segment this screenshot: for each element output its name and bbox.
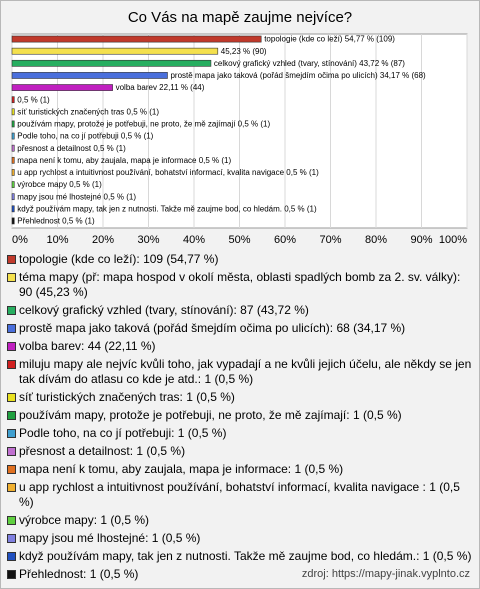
legend-label: Přehlednost: 1 (0,5 %) (19, 567, 139, 581)
x-tick-label: 10% (46, 234, 69, 246)
legend-swatch (7, 393, 16, 402)
legend-label: celkový grafický vzhled (tvary, stínování): 87 (43,72 %) (19, 303, 309, 317)
chart-title: Co Vás na mapě zaujme nejvíce? (127, 9, 353, 26)
bar (12, 97, 14, 103)
legend-label: mapa není k tomu, aby zaujala, mapa je informace: 1 (0,5 %) (19, 462, 344, 476)
bar-label: prostě mapa jako taková (pořád šmejdím očima po ulicích) 34,17 % (68) (170, 71, 426, 80)
bar-label: výrobce mapy 0,5 % (1) (17, 180, 102, 190)
legend-item (5, 426, 475, 441)
legend-item (5, 390, 475, 405)
bar (12, 48, 218, 54)
legend-item (5, 270, 475, 300)
bar-label: u app rychlost a intuitivnost používání, bohatství informací, kvalita navigace 0,5 % (1) (17, 168, 319, 177)
source-note: zdroj: https://mapy-jinak.vyplnto.cz (301, 568, 470, 580)
legend-swatch (7, 534, 16, 543)
bar (12, 218, 14, 224)
legend-item (5, 339, 475, 354)
legend-label: volba barev: 44 (22,11 %) (19, 339, 156, 353)
bar-label: celkový grafický vzhled (tvary, stínování) 43,72 % (87) (213, 58, 405, 68)
legend-label: topologie (kde co leží): 109 (54,77 %) (19, 252, 219, 266)
legend-label: mapy jsou mé lhostejné: 1 (0,5 %) (19, 531, 201, 545)
bar-label: mapa není k tomu, aby zaujala, mapa je informace 0,5 % (1) (17, 155, 232, 165)
bar-label: volba barev 22,11 % (44) (115, 83, 205, 93)
legend-swatch (7, 324, 16, 333)
legend-label: síť turistických značených tras: 1 (0,5 %) (19, 390, 235, 404)
legend-label: používám mapy, protože je potřebuji, ne proto, že mě zajímají: 1 (0,5 %) (19, 408, 402, 422)
legend-swatch (7, 306, 16, 315)
bar (12, 72, 167, 78)
legend-item (5, 357, 475, 387)
legend-swatch (7, 483, 16, 492)
legend-swatch (7, 447, 16, 456)
legend-item (5, 321, 475, 336)
legend-swatch (7, 465, 16, 474)
bar-label: síť turistických značených tras 0,5 % (1) (17, 107, 159, 117)
legend-swatch (7, 570, 16, 579)
x-tick-label: 20% (91, 234, 115, 246)
x-tick-label: 80% (364, 234, 388, 246)
bar (12, 109, 14, 115)
legend-label: přesnost a detailnost: 1 (0,5 %) (19, 444, 186, 458)
x-tick-label: 90% (410, 234, 433, 246)
bar (12, 145, 14, 151)
bar (12, 60, 211, 66)
legend-label: Podle toho, na co jí potřebuji: 1 (0,5 %) (19, 426, 227, 440)
legend-label: miluju mapy ale nejvíc kvůli toho, jak vypadají a ne kvůli jejich účelu, ale někdy se jen tak dívám do atlasu co kde je atd.: 1 (0,5 %) (19, 357, 472, 386)
bar-label: Přehlednost 0,5 % (1) (17, 216, 95, 226)
legend-item (5, 462, 475, 477)
legend-swatch (7, 552, 16, 561)
x-tick-label: 70% (319, 234, 342, 246)
bar-label: 0,5 % (1) (17, 95, 50, 105)
bar (12, 157, 14, 163)
legend-item (5, 444, 475, 459)
legend-item (5, 303, 475, 318)
chart-legend (5, 252, 475, 585)
x-tick-label: 100% (438, 234, 468, 246)
bar (12, 194, 14, 200)
bar-label: topologie (kde co leží) 54,77 % (109) (264, 34, 395, 44)
legend-label: když používám mapy, tak jen z nutnosti. Takže mě zaujme bod, co hledám.: 1 (0,5 %) (19, 549, 472, 563)
bar (12, 169, 14, 175)
legend-swatch (7, 516, 16, 525)
bar-label: 45,23 % (90) (220, 46, 267, 56)
legend-swatch (7, 255, 16, 264)
legend-swatch (7, 429, 16, 438)
bar-label: používám mapy, protože je potřebuji, ne proto, že mě zajímají 0,5 % (1) (17, 119, 271, 129)
legend-item (5, 513, 475, 528)
bar-label: přesnost a detailnost 0,5 % (1) (17, 143, 126, 153)
bar (12, 182, 14, 188)
x-tick-label: 0% (12, 234, 28, 246)
bar (12, 85, 113, 91)
bar (12, 121, 14, 127)
x-tick-label: 50% (228, 234, 251, 246)
legend-swatch (7, 411, 16, 420)
bar (12, 36, 261, 42)
legend-label: výrobce mapy: 1 (0,5 %) (19, 513, 150, 527)
bar-label: Podle toho, na co jí potřebuji 0,5 % (1) (17, 131, 154, 141)
legend-item (5, 549, 475, 564)
x-tick-label: 60% (273, 234, 297, 246)
legend-item (5, 531, 475, 546)
legend-swatch (7, 273, 16, 282)
legend-swatch (7, 342, 16, 351)
legend-item (5, 480, 475, 510)
x-tick-label: 40% (182, 234, 206, 246)
bar (12, 206, 14, 212)
legend-item (5, 408, 475, 423)
legend-label: u app rychlost a intuitivnost používání, bohatství informací, kvalita navigace : 1 (0,5 %) (19, 480, 460, 509)
bar-label: když používám mapy, tak jen z nutnosti. Takže mě zaujme bod, co hledám. 0,5 % (1) (17, 204, 317, 214)
legend-label: prostě mapa jako taková (pořád šmejdím očima po ulicích): 68 (34,17 %) (19, 321, 406, 335)
bar-chart (0, 0, 480, 250)
x-tick-label: 30% (137, 234, 160, 246)
bar-label: mapy jsou mé lhostejné 0,5 % (1) (17, 192, 137, 202)
legend-label: téma mapy (př: mapa hospod v okolí města, oblasti spadlých bomb za 2. sv. války): 90 (45,23 %) (19, 270, 461, 299)
bar (12, 133, 14, 139)
legend-item (5, 252, 475, 267)
legend-swatch (7, 360, 16, 369)
